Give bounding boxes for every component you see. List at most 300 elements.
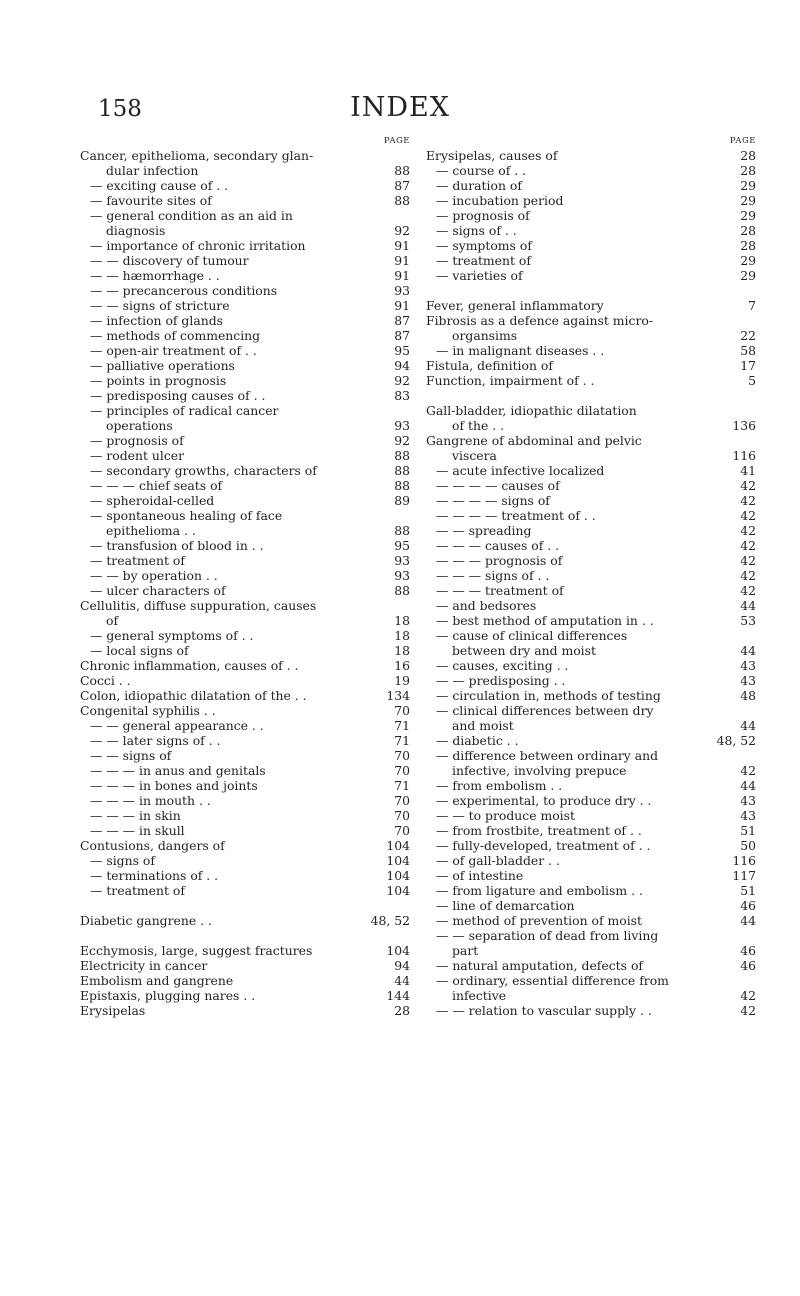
entry-text: — treatment of xyxy=(90,553,185,568)
entry-page: 117 xyxy=(732,868,756,883)
index-entry xyxy=(80,388,410,403)
entry-page: 29 xyxy=(740,193,756,208)
entry-text: — method of prevention of moist xyxy=(436,913,643,928)
entry-text: — open-air treatment of . . xyxy=(90,343,257,358)
entry-page: 18 xyxy=(394,628,410,643)
entry-text: — prognosis of xyxy=(436,208,530,223)
index-entry xyxy=(426,358,756,373)
index-entry xyxy=(426,733,756,748)
entry-page: 46 xyxy=(740,898,756,913)
entry-text: — cause of clinical differences xyxy=(436,628,628,643)
entry-page: 44 xyxy=(740,643,756,658)
entry-text: diagnosis xyxy=(106,223,166,238)
entry-text: — — — signs of . . xyxy=(436,568,550,583)
index-entry xyxy=(426,163,756,178)
entry-text: — treatment of xyxy=(436,253,531,268)
entry-text: Cocci . . xyxy=(80,673,131,688)
index-entry xyxy=(426,553,756,568)
index-entry xyxy=(426,418,756,433)
index-entry xyxy=(80,193,410,208)
entry-page: 134 xyxy=(386,688,410,703)
entry-page: 92 xyxy=(394,433,410,448)
index-entry xyxy=(80,748,410,763)
entry-page: 83 xyxy=(394,388,410,403)
entry-text: — in malignant diseases . . xyxy=(436,343,605,358)
entry-page: 51 xyxy=(740,883,756,898)
entry-page: 42 xyxy=(740,568,756,583)
entry-text: — principles of radical cancer xyxy=(90,403,279,418)
entry-page: 88 xyxy=(394,448,410,463)
entry-text: Epistaxis, plugging nares . . xyxy=(80,988,256,1003)
entry-text: — clinical differences between dry xyxy=(436,703,654,718)
index-entry xyxy=(80,778,410,793)
index-entry xyxy=(80,988,410,1003)
page-number: 158 xyxy=(98,96,142,122)
index-entry xyxy=(426,343,756,358)
index-entry xyxy=(80,853,410,868)
entry-page: 93 xyxy=(394,418,410,433)
index-entry xyxy=(80,478,410,493)
entry-text: — — general appearance . . xyxy=(90,718,264,733)
index-entry xyxy=(426,583,756,598)
entry-page: 42 xyxy=(740,553,756,568)
entry-text: — palliative operations xyxy=(90,358,235,373)
index-entry xyxy=(426,628,756,643)
entry-text: — circulation in, methods of testing xyxy=(436,688,661,703)
entry-page: 44 xyxy=(740,913,756,928)
entry-list xyxy=(426,148,756,1018)
index-entry xyxy=(426,313,756,328)
index-entry xyxy=(80,223,410,238)
entry-text: — — — — signs of xyxy=(436,493,550,508)
index-entry xyxy=(426,193,756,208)
entry-text: — general symptoms of . . xyxy=(90,628,254,643)
index-entry xyxy=(80,178,410,193)
entry-page: 42 xyxy=(740,478,756,493)
index-entry xyxy=(426,253,756,268)
entry-page: 29 xyxy=(740,208,756,223)
entry-page: 70 xyxy=(394,808,410,823)
entry-text: — natural amputation, defects of xyxy=(436,958,643,973)
index-entry xyxy=(80,298,410,313)
entry-text: — — relation to vascular supply . . xyxy=(436,1003,652,1018)
entry-text: — treatment of xyxy=(90,883,185,898)
entry-text: — — later signs of . . xyxy=(90,733,221,748)
entry-text: — terminations of . . xyxy=(90,868,219,883)
index-entry xyxy=(426,898,756,913)
index-entry xyxy=(426,703,756,718)
index-entry xyxy=(426,988,756,1003)
entry-text: — — — — causes of xyxy=(436,478,560,493)
entry-text: between dry and moist xyxy=(452,643,596,658)
entry-text: epithelioma . . xyxy=(106,523,196,538)
entry-text: — — — prognosis of xyxy=(436,553,563,568)
entry-text: — fully-developed, treatment of . . xyxy=(436,838,651,853)
index-entry xyxy=(80,883,410,898)
entry-page: 88 xyxy=(394,583,410,598)
entry-text: — — discovery of tumour xyxy=(90,253,249,268)
entry-page: 18 xyxy=(394,613,410,628)
index-entry xyxy=(426,868,756,883)
entry-text: infective xyxy=(452,988,507,1003)
entry-page: 58 xyxy=(740,343,756,358)
entry-page: 42 xyxy=(740,763,756,778)
index-entry xyxy=(426,268,756,283)
entry-text: — signs of xyxy=(90,853,155,868)
entry-text: Fibrosis as a defence against micro- xyxy=(426,313,654,328)
entry-page: 71 xyxy=(394,733,410,748)
entry-page: 71 xyxy=(394,718,410,733)
index-entry xyxy=(426,568,756,583)
entry-text: Diabetic gangrene . . xyxy=(80,913,212,928)
index-entry xyxy=(426,763,756,778)
index-entry xyxy=(426,523,756,538)
index-entry xyxy=(426,958,756,973)
entry-page: 46 xyxy=(740,958,756,973)
entry-text: — general condition as an aid in xyxy=(90,208,293,223)
entry-page: 70 xyxy=(394,703,410,718)
index-entry xyxy=(80,448,410,463)
index-entry xyxy=(426,658,756,673)
entry-text: — symptoms of xyxy=(436,238,532,253)
entry-page: 28 xyxy=(740,238,756,253)
index-entry xyxy=(426,793,756,808)
entry-text: Colon, idiopathic dilatation of the . . xyxy=(80,688,307,703)
index-entry xyxy=(426,178,756,193)
index-entry xyxy=(426,778,756,793)
entry-text: — line of demarcation xyxy=(436,898,575,913)
entry-page: 16 xyxy=(394,658,410,673)
index-entry xyxy=(426,718,756,733)
entry-page: 43 xyxy=(740,658,756,673)
index-entry xyxy=(80,763,410,778)
entry-text: Cancer, epithelioma, secondary glan- xyxy=(80,148,314,163)
entry-page: 29 xyxy=(740,268,756,283)
index-entry xyxy=(426,913,756,928)
entry-text: Congenital syphilis . . xyxy=(80,703,216,718)
entry-page: 42 xyxy=(740,523,756,538)
entry-text: — — — in mouth . . xyxy=(90,793,211,808)
entry-text: organsims xyxy=(452,328,518,343)
entry-page: 70 xyxy=(394,793,410,808)
entry-page: 104 xyxy=(386,883,410,898)
entry-text: Erysipelas xyxy=(80,1003,146,1018)
entry-page: 91 xyxy=(394,268,410,283)
index-entry xyxy=(80,733,410,748)
index-entry xyxy=(80,553,410,568)
entry-page: 92 xyxy=(394,223,410,238)
entry-page: 48, 52 xyxy=(716,733,756,748)
index-entry xyxy=(80,508,410,523)
entry-text: — importance of chronic irritation xyxy=(90,238,306,253)
entry-page: 41 xyxy=(740,463,756,478)
entry-text: — ulcer characters of xyxy=(90,583,226,598)
entry-page: 44 xyxy=(740,598,756,613)
entry-page: 22 xyxy=(740,328,756,343)
entry-text: — transfusion of blood in . . xyxy=(90,538,264,553)
entry-text: — causes, exciting . . xyxy=(436,658,569,673)
entry-page: 70 xyxy=(394,748,410,763)
entry-page: 104 xyxy=(386,838,410,853)
page-column-label: PAGE xyxy=(383,136,410,146)
index-entry xyxy=(80,373,410,388)
entry-page: 144 xyxy=(386,988,410,1003)
index-entry xyxy=(426,613,756,628)
index-entry xyxy=(426,448,756,463)
index-entry xyxy=(426,493,756,508)
index-entry xyxy=(426,208,756,223)
entry-page: 95 xyxy=(394,343,410,358)
entry-page: 89 xyxy=(394,493,410,508)
index-entry xyxy=(426,508,756,523)
index-entry xyxy=(80,793,410,808)
entry-page: 28 xyxy=(740,148,756,163)
entry-page: 92 xyxy=(394,373,410,388)
entry-page: 44 xyxy=(740,718,756,733)
index-column-right xyxy=(426,136,756,1018)
entry-text: Chronic inflammation, causes of . . xyxy=(80,658,299,673)
entry-page: 42 xyxy=(740,538,756,553)
entry-text: — incubation period xyxy=(436,193,564,208)
entry-text: — — precancerous conditions xyxy=(90,283,278,298)
index-entry xyxy=(80,613,410,628)
entry-text: — difference between ordinary and xyxy=(436,748,659,763)
index-entry xyxy=(80,898,410,913)
index-entry xyxy=(426,928,756,943)
entry-page: 104 xyxy=(386,853,410,868)
entry-text: — — — treatment of xyxy=(436,583,564,598)
entry-text: operations xyxy=(106,418,173,433)
entry-text: — — — chief seats of xyxy=(90,478,223,493)
entry-text: — from frostbite, treatment of . . xyxy=(436,823,642,838)
entry-text: dular infection xyxy=(106,163,199,178)
entry-page: 88 xyxy=(394,163,410,178)
index-entry xyxy=(80,973,410,988)
entry-text: Function, impairment of . . xyxy=(426,373,595,388)
entry-text: — of intestine xyxy=(436,868,524,883)
index-entry xyxy=(426,598,756,613)
entry-page: 116 xyxy=(732,853,756,868)
entry-text: — course of . . xyxy=(436,163,527,178)
index-entry xyxy=(80,358,410,373)
entry-text: — from ligature and embolism . . xyxy=(436,883,643,898)
index-entry xyxy=(80,943,410,958)
entry-text: Embolism and gangrene xyxy=(80,973,234,988)
entry-text: — — signs of xyxy=(90,748,172,763)
entry-page: 88 xyxy=(394,523,410,538)
index-entry xyxy=(426,1003,756,1018)
entry-text: — signs of . . xyxy=(436,223,517,238)
entry-page: 28 xyxy=(394,1003,410,1018)
entry-text: — experimental, to produce dry . . xyxy=(436,793,652,808)
index-entry xyxy=(426,238,756,253)
entry-text: — — separation of dead from living xyxy=(436,928,659,943)
index-entry xyxy=(426,883,756,898)
entry-text: — rodent ulcer xyxy=(90,448,185,463)
entry-text: — of gall-bladder . . xyxy=(436,853,560,868)
entry-text: Gangrene of abdominal and pelvic xyxy=(426,433,642,448)
entry-text: — — — in anus and genitals xyxy=(90,763,266,778)
entry-text: — varieties of xyxy=(436,268,523,283)
entry-text: of xyxy=(106,613,119,628)
index-entry xyxy=(80,253,410,268)
entry-page: 28 xyxy=(740,163,756,178)
index-entry xyxy=(80,598,410,613)
entry-text: — best method of amputation in . . xyxy=(436,613,654,628)
index-entry xyxy=(426,973,756,988)
entry-text: Cellulitis, diffuse suppuration, causes xyxy=(80,598,317,613)
entry-page: 95 xyxy=(394,538,410,553)
entry-text: — from embolism . . xyxy=(436,778,563,793)
entry-page: 17 xyxy=(740,358,756,373)
entry-page: 42 xyxy=(740,1003,756,1018)
entry-text: — acute infective localized xyxy=(436,463,605,478)
index-entry xyxy=(80,583,410,598)
entry-text: — favourite sites of xyxy=(90,193,212,208)
entry-text: part xyxy=(452,943,479,958)
index-entry xyxy=(80,718,410,733)
entry-page: 88 xyxy=(394,463,410,478)
index-entry xyxy=(426,478,756,493)
entry-page: 104 xyxy=(386,868,410,883)
index-entry xyxy=(426,403,756,418)
index-entry xyxy=(426,673,756,688)
index-entry xyxy=(80,1003,410,1018)
index-entry xyxy=(80,403,410,418)
index-entry xyxy=(80,808,410,823)
entry-page: 94 xyxy=(394,358,410,373)
entry-page: 93 xyxy=(394,553,410,568)
entry-text: — and bedsores xyxy=(436,598,537,613)
index-entry xyxy=(80,643,410,658)
index-entry xyxy=(80,283,410,298)
index-entry xyxy=(80,703,410,718)
index-entry xyxy=(80,688,410,703)
entry-page: 50 xyxy=(740,838,756,853)
entry-page: 7 xyxy=(748,298,756,313)
entry-page: 5 xyxy=(748,373,756,388)
entry-text: infective, involving prepuce xyxy=(452,763,627,778)
entry-page: 94 xyxy=(394,958,410,973)
index-entry xyxy=(80,823,410,838)
entry-text: — spontaneous healing of face xyxy=(90,508,283,523)
entry-page: 93 xyxy=(394,568,410,583)
index-entry xyxy=(80,913,410,928)
entry-text: Contusions, dangers of xyxy=(80,838,225,853)
index-column-left xyxy=(80,136,410,1018)
entry-page: 70 xyxy=(394,763,410,778)
entry-text: — ordinary, essential difference from xyxy=(436,973,669,988)
index-entry xyxy=(80,493,410,508)
index-entry xyxy=(426,463,756,478)
index-entry xyxy=(80,673,410,688)
entry-page: 19 xyxy=(394,673,410,688)
entry-page: 28 xyxy=(740,223,756,238)
index-entry xyxy=(426,838,756,853)
entry-page: 29 xyxy=(740,178,756,193)
entry-page: 71 xyxy=(394,778,410,793)
entry-text: — — — — treatment of . . xyxy=(436,508,596,523)
entry-page: 93 xyxy=(394,283,410,298)
index-entry xyxy=(80,148,410,163)
entry-page: 91 xyxy=(394,238,410,253)
index-entry xyxy=(80,163,410,178)
entry-text: — diabetic . . xyxy=(436,733,519,748)
entry-page: 44 xyxy=(394,973,410,988)
entry-page: 48, 52 xyxy=(370,913,410,928)
index-entry xyxy=(80,328,410,343)
entry-text: — exciting cause of . . xyxy=(90,178,229,193)
index-entry xyxy=(426,748,756,763)
entry-text: — — signs of stricture xyxy=(90,298,230,313)
entry-text: — methods of commencing xyxy=(90,328,261,343)
index-entry xyxy=(426,688,756,703)
entry-page: 42 xyxy=(740,583,756,598)
entry-page: 87 xyxy=(394,328,410,343)
index-entry xyxy=(426,808,756,823)
index-entry xyxy=(80,568,410,583)
index-entry xyxy=(80,313,410,328)
index-entry xyxy=(426,283,756,298)
entry-text: — points in prognosis xyxy=(90,373,227,388)
entry-text: — infection of glands xyxy=(90,313,223,328)
entry-page: 88 xyxy=(394,193,410,208)
index-entry xyxy=(426,433,756,448)
index-entry xyxy=(80,343,410,358)
entry-page: 91 xyxy=(394,298,410,313)
page-title: INDEX xyxy=(350,92,450,123)
entry-text: viscera xyxy=(452,448,497,463)
entry-page: 42 xyxy=(740,493,756,508)
index-entry xyxy=(80,523,410,538)
entry-page: 88 xyxy=(394,478,410,493)
index-entry xyxy=(80,238,410,253)
index-entry xyxy=(80,538,410,553)
index-entry xyxy=(426,388,756,403)
entry-text: — — hæmorrhage . . xyxy=(90,268,220,283)
entry-page: 136 xyxy=(732,418,756,433)
entry-text: — — — in skin xyxy=(90,808,181,823)
entry-text: — — spreading xyxy=(436,523,532,538)
index-entry xyxy=(426,943,756,958)
entry-page: 70 xyxy=(394,823,410,838)
entry-page: 43 xyxy=(740,673,756,688)
index-entry xyxy=(80,268,410,283)
entry-text: — local signs of xyxy=(90,643,189,658)
entry-text: — — by operation . . xyxy=(90,568,218,583)
index-entry xyxy=(426,373,756,388)
entry-page: 51 xyxy=(740,823,756,838)
page-column-label: PAGE xyxy=(729,136,756,146)
entry-text: — — to produce moist xyxy=(436,808,575,823)
index-entry xyxy=(426,823,756,838)
entry-text: of the . . xyxy=(452,418,505,433)
index-entry xyxy=(80,208,410,223)
index-entry xyxy=(80,928,410,943)
entry-text: Ecchymosis, large, suggest fractures xyxy=(80,943,313,958)
index-entry xyxy=(426,643,756,658)
entry-page: 87 xyxy=(394,178,410,193)
entry-text: Fistula, definition of xyxy=(426,358,553,373)
entry-text: Fever, general inflammatory xyxy=(426,298,604,313)
entry-text: and moist xyxy=(452,718,514,733)
index-entry xyxy=(80,838,410,853)
index-entry xyxy=(80,418,410,433)
index-entry xyxy=(426,298,756,313)
entry-page: 91 xyxy=(394,253,410,268)
index-entry xyxy=(80,463,410,478)
entry-text: — prognosis of xyxy=(90,433,184,448)
